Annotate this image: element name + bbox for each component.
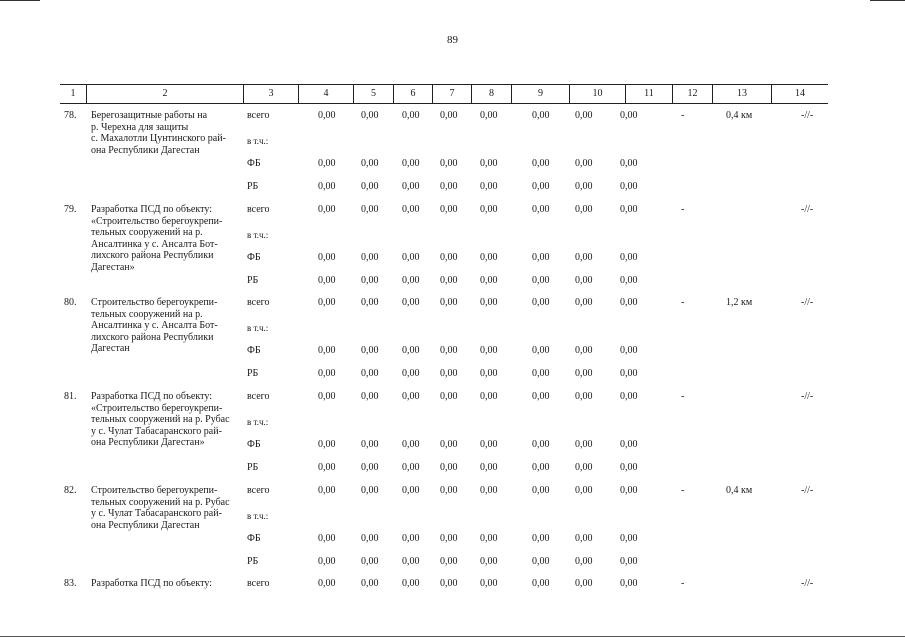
row-value: 0,00 (480, 462, 498, 473)
row-name-line: тельных сооружений на р. Рубас (91, 496, 230, 508)
row-value: 0,00 (575, 345, 593, 356)
row-value: 0,00 (402, 345, 420, 356)
row-value: 0,00 (402, 181, 420, 192)
row-value: 0,00 (620, 110, 638, 121)
row-value: 0,00 (361, 275, 379, 286)
row-value: 0,00 (402, 439, 420, 450)
row-category-label: в т.ч.: (247, 417, 269, 427)
row-category-label: ФБ (247, 252, 261, 263)
row-category-label: РБ (247, 462, 259, 473)
row-value: 0,00 (402, 556, 420, 567)
row-value: 0,00 (620, 578, 638, 589)
row-value: 0,00 (318, 439, 336, 450)
row-value: 0,00 (318, 485, 336, 496)
col12-value: - (681, 391, 685, 402)
row-value: 0,00 (440, 297, 458, 308)
row-value: 0,00 (480, 181, 498, 192)
row-value: 0,00 (440, 110, 458, 121)
row-value: 0,00 (532, 181, 550, 192)
row-name-line: Ансалтинка у с. Ансалта Бот- (91, 320, 218, 331)
row-value: 0,00 (480, 275, 498, 286)
row-value: 0,00 (620, 158, 638, 169)
row-value: 0,00 (440, 556, 458, 567)
row-value: 0,00 (318, 556, 336, 567)
bottom-edge (0, 636, 905, 637)
row-value: 0,00 (361, 533, 379, 544)
row-name-line: Ансалтинка у с. Ансалта Бот- (91, 238, 218, 250)
row-value: 0,00 (480, 578, 498, 589)
row-value: 0,00 (620, 439, 638, 450)
page-number: 89 (447, 34, 458, 46)
row-name-line: лихского района Республики (91, 331, 214, 343)
row-value: 0,00 (575, 578, 593, 589)
row-value: 0,00 (480, 204, 498, 215)
row-category-label: в т.ч.: (247, 230, 269, 240)
row-value: 0,00 (575, 533, 593, 544)
row-value: 0,00 (620, 485, 638, 496)
row-value: 0,00 (318, 252, 336, 263)
row-category-label: всего (247, 297, 270, 308)
row-value: 0,00 (532, 158, 550, 169)
row-value: 0,00 (620, 252, 638, 263)
row-value: 0,00 (402, 578, 420, 589)
row-value: 0,00 (575, 204, 593, 215)
header-col-5: 5 (353, 85, 393, 103)
row-name-line: лихского района Республики (91, 250, 214, 261)
row-value: 0,00 (532, 556, 550, 567)
row-category-label: всего (247, 578, 270, 589)
row-value: 0,00 (440, 533, 458, 544)
row-value: 0,00 (402, 158, 420, 169)
row-value: 0,00 (402, 485, 420, 496)
header-col-8: 8 (471, 85, 511, 103)
row-value: 0,00 (440, 204, 458, 215)
col12-value: - (681, 204, 685, 215)
row-category-label: в т.ч.: (247, 323, 269, 333)
row-value: 0,00 (480, 439, 498, 450)
row-name-line: «Строительство берегоукрепи- (91, 215, 223, 227)
row-category-label: всего (247, 485, 270, 496)
col14-value: -//- (801, 297, 814, 308)
row-category-label: всего (247, 391, 270, 402)
row-value: 0,00 (575, 485, 593, 496)
row-value: 0,00 (318, 345, 336, 356)
row-value: 0,00 (480, 368, 498, 379)
row-category-label: РБ (247, 181, 259, 192)
row-value: 0,00 (361, 252, 379, 263)
row-value: 0,00 (532, 485, 550, 496)
row-index: 80. (64, 297, 77, 308)
row-value: 0,00 (440, 158, 458, 169)
row-value: 0,00 (361, 462, 379, 473)
col14-value: -//- (801, 485, 814, 496)
row-value: 0,00 (480, 345, 498, 356)
row-value: 0,00 (532, 439, 550, 450)
row-name-line: Разработка ПСД по объекту: (91, 204, 212, 215)
col13-length: 0,4 км (726, 110, 753, 121)
row-name-line: Строительство берегоукрепи- (91, 297, 218, 308)
row-value: 0,00 (440, 252, 458, 263)
row-name-line: Разработка ПСД по объекту: (91, 391, 212, 402)
row-value: 0,00 (480, 556, 498, 567)
row-name-line: Дагестан (91, 343, 130, 354)
row-category-label: ФБ (247, 158, 261, 169)
col13-length: 0,4 км (726, 485, 753, 496)
row-value: 0,00 (361, 181, 379, 192)
row-value: 0,00 (620, 462, 638, 473)
row-value: 0,00 (361, 297, 379, 308)
row-value: 0,00 (480, 297, 498, 308)
header-col-6: 6 (393, 85, 432, 103)
row-category-label: РБ (247, 368, 259, 379)
row-value: 0,00 (620, 391, 638, 402)
col12-value: - (681, 297, 685, 308)
row-category-label: РБ (247, 556, 259, 567)
row-index: 82. (64, 485, 77, 496)
row-value: 0,00 (480, 110, 498, 121)
row-value: 0,00 (318, 158, 336, 169)
row-value: 0,00 (532, 252, 550, 263)
row-name-line: тельных сооружений на р. Рубас (91, 414, 230, 425)
row-value: 0,00 (402, 462, 420, 473)
row-value: 0,00 (575, 462, 593, 473)
row-value: 0,00 (620, 556, 638, 567)
row-value: 0,00 (620, 204, 638, 215)
row-value: 0,00 (620, 297, 638, 308)
col14-value: -//- (801, 391, 814, 402)
row-value: 0,00 (480, 485, 498, 496)
row-value: 0,00 (532, 391, 550, 402)
header-col-10: 10 (569, 85, 625, 103)
row-category-label: всего (247, 110, 270, 121)
row-value: 0,00 (402, 110, 420, 121)
row-value: 0,00 (361, 158, 379, 169)
top-left-edge (0, 0, 40, 1)
col14-value: -//- (801, 110, 814, 121)
col12-value: - (681, 110, 685, 121)
row-value: 0,00 (318, 275, 336, 286)
row-value: 0,00 (575, 158, 593, 169)
row-value: 0,00 (532, 578, 550, 589)
row-value: 0,00 (318, 462, 336, 473)
header-col-4: 4 (298, 85, 353, 103)
row-value: 0,00 (575, 368, 593, 379)
row-value: 0,00 (620, 533, 638, 544)
row-value: 0,00 (318, 204, 336, 215)
row-category-label: в т.ч.: (247, 136, 269, 146)
row-value: 0,00 (575, 181, 593, 192)
row-name-line: Разработка ПСД по объекту: (91, 578, 212, 589)
col14-value: -//- (801, 204, 814, 215)
row-value: 0,00 (361, 485, 379, 496)
table-header (60, 84, 828, 104)
row-value: 0,00 (532, 368, 550, 379)
row-name-line: Строительство берегоукрепи- (91, 485, 218, 496)
row-value: 0,00 (480, 533, 498, 544)
row-name-line: с. Махалотли Цунтинского рай- (91, 133, 226, 144)
row-name-line: она Республики Дагестан» (91, 437, 205, 448)
row-value: 0,00 (620, 368, 638, 379)
row-name-line: она Республики Дагестан (91, 519, 200, 531)
header-col-3: 3 (243, 85, 298, 103)
row-value: 0,00 (440, 439, 458, 450)
row-value: 0,00 (440, 391, 458, 402)
row-value: 0,00 (532, 533, 550, 544)
col14-value: -//- (801, 578, 814, 589)
row-value: 0,00 (402, 204, 420, 215)
header-col-12: 12 (672, 85, 712, 103)
row-name-line: «Строительство берегоукрепи- (91, 402, 223, 414)
row-value: 0,00 (532, 204, 550, 215)
row-value: 0,00 (361, 345, 379, 356)
row-index: 83. (64, 578, 77, 589)
row-value: 0,00 (402, 275, 420, 286)
row-value: 0,00 (402, 533, 420, 544)
row-name-line: тельных сооружений на р. (91, 227, 203, 238)
header-col-14: 14 (771, 85, 828, 103)
row-value: 0,00 (318, 297, 336, 308)
row-category-label: ФБ (247, 439, 261, 450)
row-value: 0,00 (318, 578, 336, 589)
row-value: 0,00 (532, 462, 550, 473)
row-value: 0,00 (361, 578, 379, 589)
header-col-11: 11 (625, 85, 672, 103)
row-value: 0,00 (318, 533, 336, 544)
header-col-2: 2 (86, 85, 243, 103)
row-value: 0,00 (440, 462, 458, 473)
row-value: 0,00 (440, 275, 458, 286)
row-name-line: Берегозащитные работы на (91, 110, 208, 121)
header-col-7: 7 (432, 85, 471, 103)
row-value: 0,00 (575, 275, 593, 286)
row-index: 79. (64, 204, 77, 215)
col12-value: - (681, 578, 685, 589)
row-value: 0,00 (575, 556, 593, 567)
row-name-line: у с. Чулат Табасаранского рай- (91, 508, 222, 519)
row-category-label: ФБ (247, 533, 261, 544)
row-value: 0,00 (361, 204, 379, 215)
row-value: 0,00 (318, 181, 336, 192)
row-value: 0,00 (402, 391, 420, 402)
row-name-line: у с. Чулат Табасаранского рай- (91, 425, 222, 437)
row-value: 0,00 (532, 297, 550, 308)
row-value: 0,00 (575, 110, 593, 121)
row-category-label: ФБ (247, 345, 261, 356)
row-value: 0,00 (480, 391, 498, 402)
row-category-label: РБ (247, 275, 259, 286)
row-name-line: она Республики Дагестан (91, 144, 200, 156)
row-value: 0,00 (318, 391, 336, 402)
header-col-13: 13 (712, 85, 771, 103)
row-value: 0,00 (532, 345, 550, 356)
row-category-label: в т.ч.: (247, 511, 269, 521)
row-value: 0,00 (620, 275, 638, 286)
row-value: 0,00 (361, 368, 379, 379)
row-name-line: Дагестан» (91, 261, 135, 273)
row-value: 0,00 (620, 345, 638, 356)
row-value: 0,00 (361, 439, 379, 450)
row-value: 0,00 (440, 181, 458, 192)
row-value: 0,00 (402, 368, 420, 379)
row-value: 0,00 (575, 252, 593, 263)
row-value: 0,00 (318, 110, 336, 121)
col13-length: 1,2 км (726, 297, 753, 308)
row-index: 81. (64, 391, 77, 402)
row-value: 0,00 (440, 345, 458, 356)
row-value: 0,00 (575, 297, 593, 308)
row-name-line: р. Черехна для защиты (91, 121, 189, 133)
row-value: 0,00 (532, 110, 550, 121)
col12-value: - (681, 485, 685, 496)
row-value: 0,00 (620, 181, 638, 192)
row-value: 0,00 (440, 368, 458, 379)
row-value: 0,00 (402, 297, 420, 308)
row-value: 0,00 (402, 252, 420, 263)
row-name-line: тельных сооружений на р. (91, 308, 203, 320)
top-right-edge (870, 0, 905, 1)
row-index: 78. (64, 110, 77, 121)
row-value: 0,00 (440, 578, 458, 589)
row-value: 0,00 (575, 391, 593, 402)
row-value: 0,00 (361, 556, 379, 567)
row-value: 0,00 (361, 391, 379, 402)
row-value: 0,00 (480, 158, 498, 169)
row-value: 0,00 (532, 275, 550, 286)
row-value: 0,00 (480, 252, 498, 263)
row-value: 0,00 (318, 368, 336, 379)
header-col-9: 9 (511, 85, 569, 103)
row-category-label: всего (247, 204, 270, 215)
row-value: 0,00 (361, 110, 379, 121)
header-col-1: 1 (70, 88, 76, 99)
row-value: 0,00 (575, 439, 593, 450)
row-value: 0,00 (440, 485, 458, 496)
